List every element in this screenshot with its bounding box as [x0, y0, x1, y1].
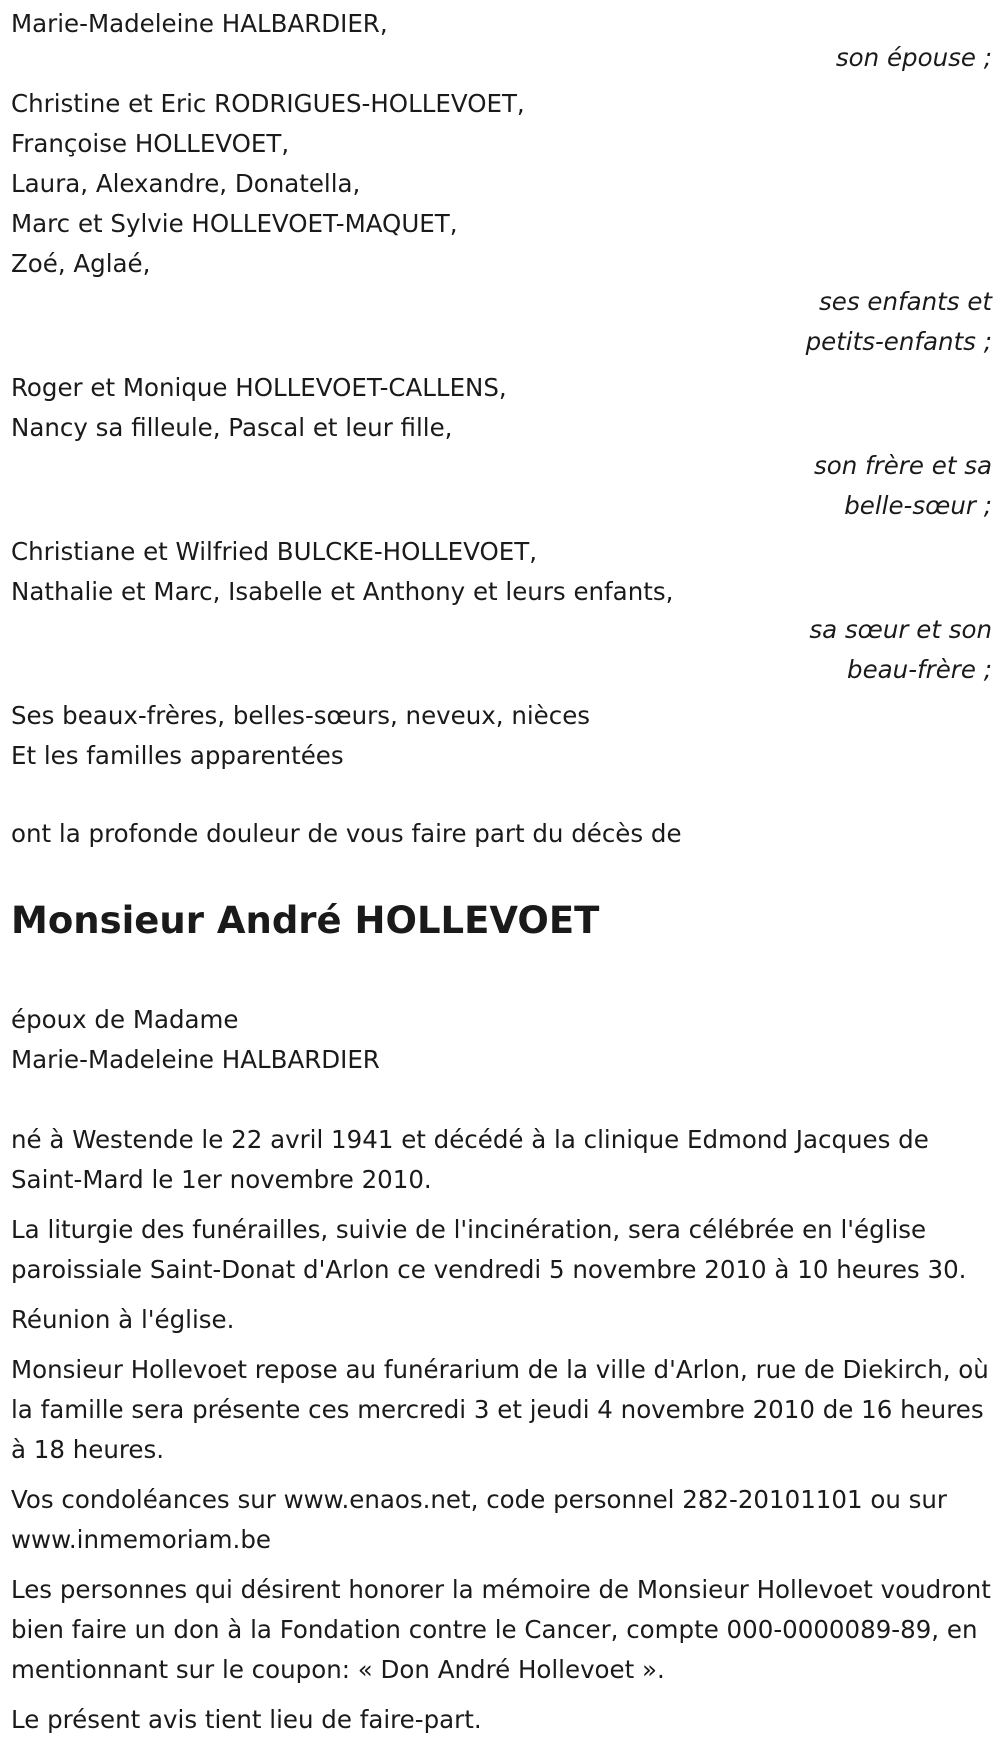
closing-paragraph: Le présent avis tient lieu de faire-part.	[11, 1705, 482, 1734]
family-group-sister	[11, 532, 991, 690]
relation-line: ses enfants et	[819, 287, 992, 316]
spouse-name: Marie-Madeleine HALBARDIER	[11, 1045, 380, 1074]
family-line: Christine et Eric RODRIGUES-HOLLEVOET,	[11, 89, 525, 118]
relation-label	[11, 610, 992, 690]
funeral-paragraph: La liturgie des funérailles, suivie de l'incinération, sera célébrée en l'église paroissiale Saint-Donat d'Arlon ce vendredi 5 novembre 2010 à 10 heures 30.	[11, 1215, 967, 1284]
reunion-paragraph: Réunion à l'église.	[11, 1305, 235, 1334]
spouse-line: époux de Madame	[11, 1005, 239, 1034]
family-line: Zoé, Aglaé,	[11, 249, 151, 278]
family-line: Nancy sa filleule, Pascal et leur fille,	[11, 413, 453, 442]
family-line: Marc et Sylvie HOLLEVOET-MAQUET,	[11, 209, 458, 238]
notice-details	[11, 1120, 991, 1740]
family-group-spouse	[11, 4, 991, 78]
notice-content	[11, 4, 991, 1740]
relation-label	[11, 38, 992, 78]
relation-line: petits-enfants ;	[805, 327, 992, 356]
family-group-lines	[11, 532, 991, 612]
spouse-info	[11, 1000, 991, 1080]
family-line: Marie-Madeleine HALBARDIER,	[11, 9, 388, 38]
relation-line: son épouse ;	[835, 43, 992, 72]
family-line: Laura, Alexandre, Donatella,	[11, 169, 361, 198]
family-group-brother	[11, 368, 991, 526]
birth-death-paragraph: né à Westende le 22 avril 1941 et décédé à la clinique Edmond Jacques de Saint-Mard le 1er novembre 2010.	[11, 1125, 929, 1194]
relation-label	[11, 446, 992, 526]
relation-label	[11, 282, 992, 362]
relation-line: sa sœur et son	[809, 615, 992, 644]
family-group-lines	[11, 84, 991, 284]
relation-line: belle-sœur ;	[844, 491, 992, 520]
family-group-children	[11, 84, 991, 362]
relation-line: beau-frère ;	[847, 655, 992, 684]
visitation-paragraph: Monsieur Hollevoet repose au funérarium de la ville d'Arlon, rue de Diekirch, où la famille sera présente ces mercredi 3 et jeudi 4 novembre 2010 de 16 heures à 18 heures.	[11, 1355, 989, 1464]
donation-paragraph: Les personnes qui désirent honorer la mémoire de Monsieur Hollevoet voudront bien faire un don à la Fondation contre le Cancer, compte 000-0000089-89, en mentionnant sur le coupon: « Don André Hollevoet ».	[11, 1575, 991, 1684]
condolences-paragraph: Vos condoléances sur www.enaos.net, code personnel 282-20101101 ou sur www.inmemoriam.be	[11, 1485, 948, 1554]
family-line: Christiane et Wilfried BULCKE-HOLLEVOET,	[11, 537, 537, 566]
family-line: Nathalie et Marc, Isabelle et Anthony et leurs enfants,	[11, 577, 674, 606]
announcement-intro: ont la profonde douleur de vous faire part du décès de	[11, 819, 682, 848]
family-line: Ses beaux-frères, belles-sœurs, neveux, nièces	[11, 701, 591, 730]
relation-line: son frère et sa	[813, 451, 992, 480]
deceased-name: Monsieur André HOLLEVOET	[11, 899, 600, 942]
family-line: Roger et Monique HOLLEVOET-CALLENS,	[11, 373, 507, 402]
family-line: Françoise HOLLEVOET,	[11, 129, 290, 158]
extended-family	[11, 696, 991, 776]
family-line: Et les familles apparentées	[11, 741, 344, 770]
family-group-lines	[11, 368, 991, 448]
